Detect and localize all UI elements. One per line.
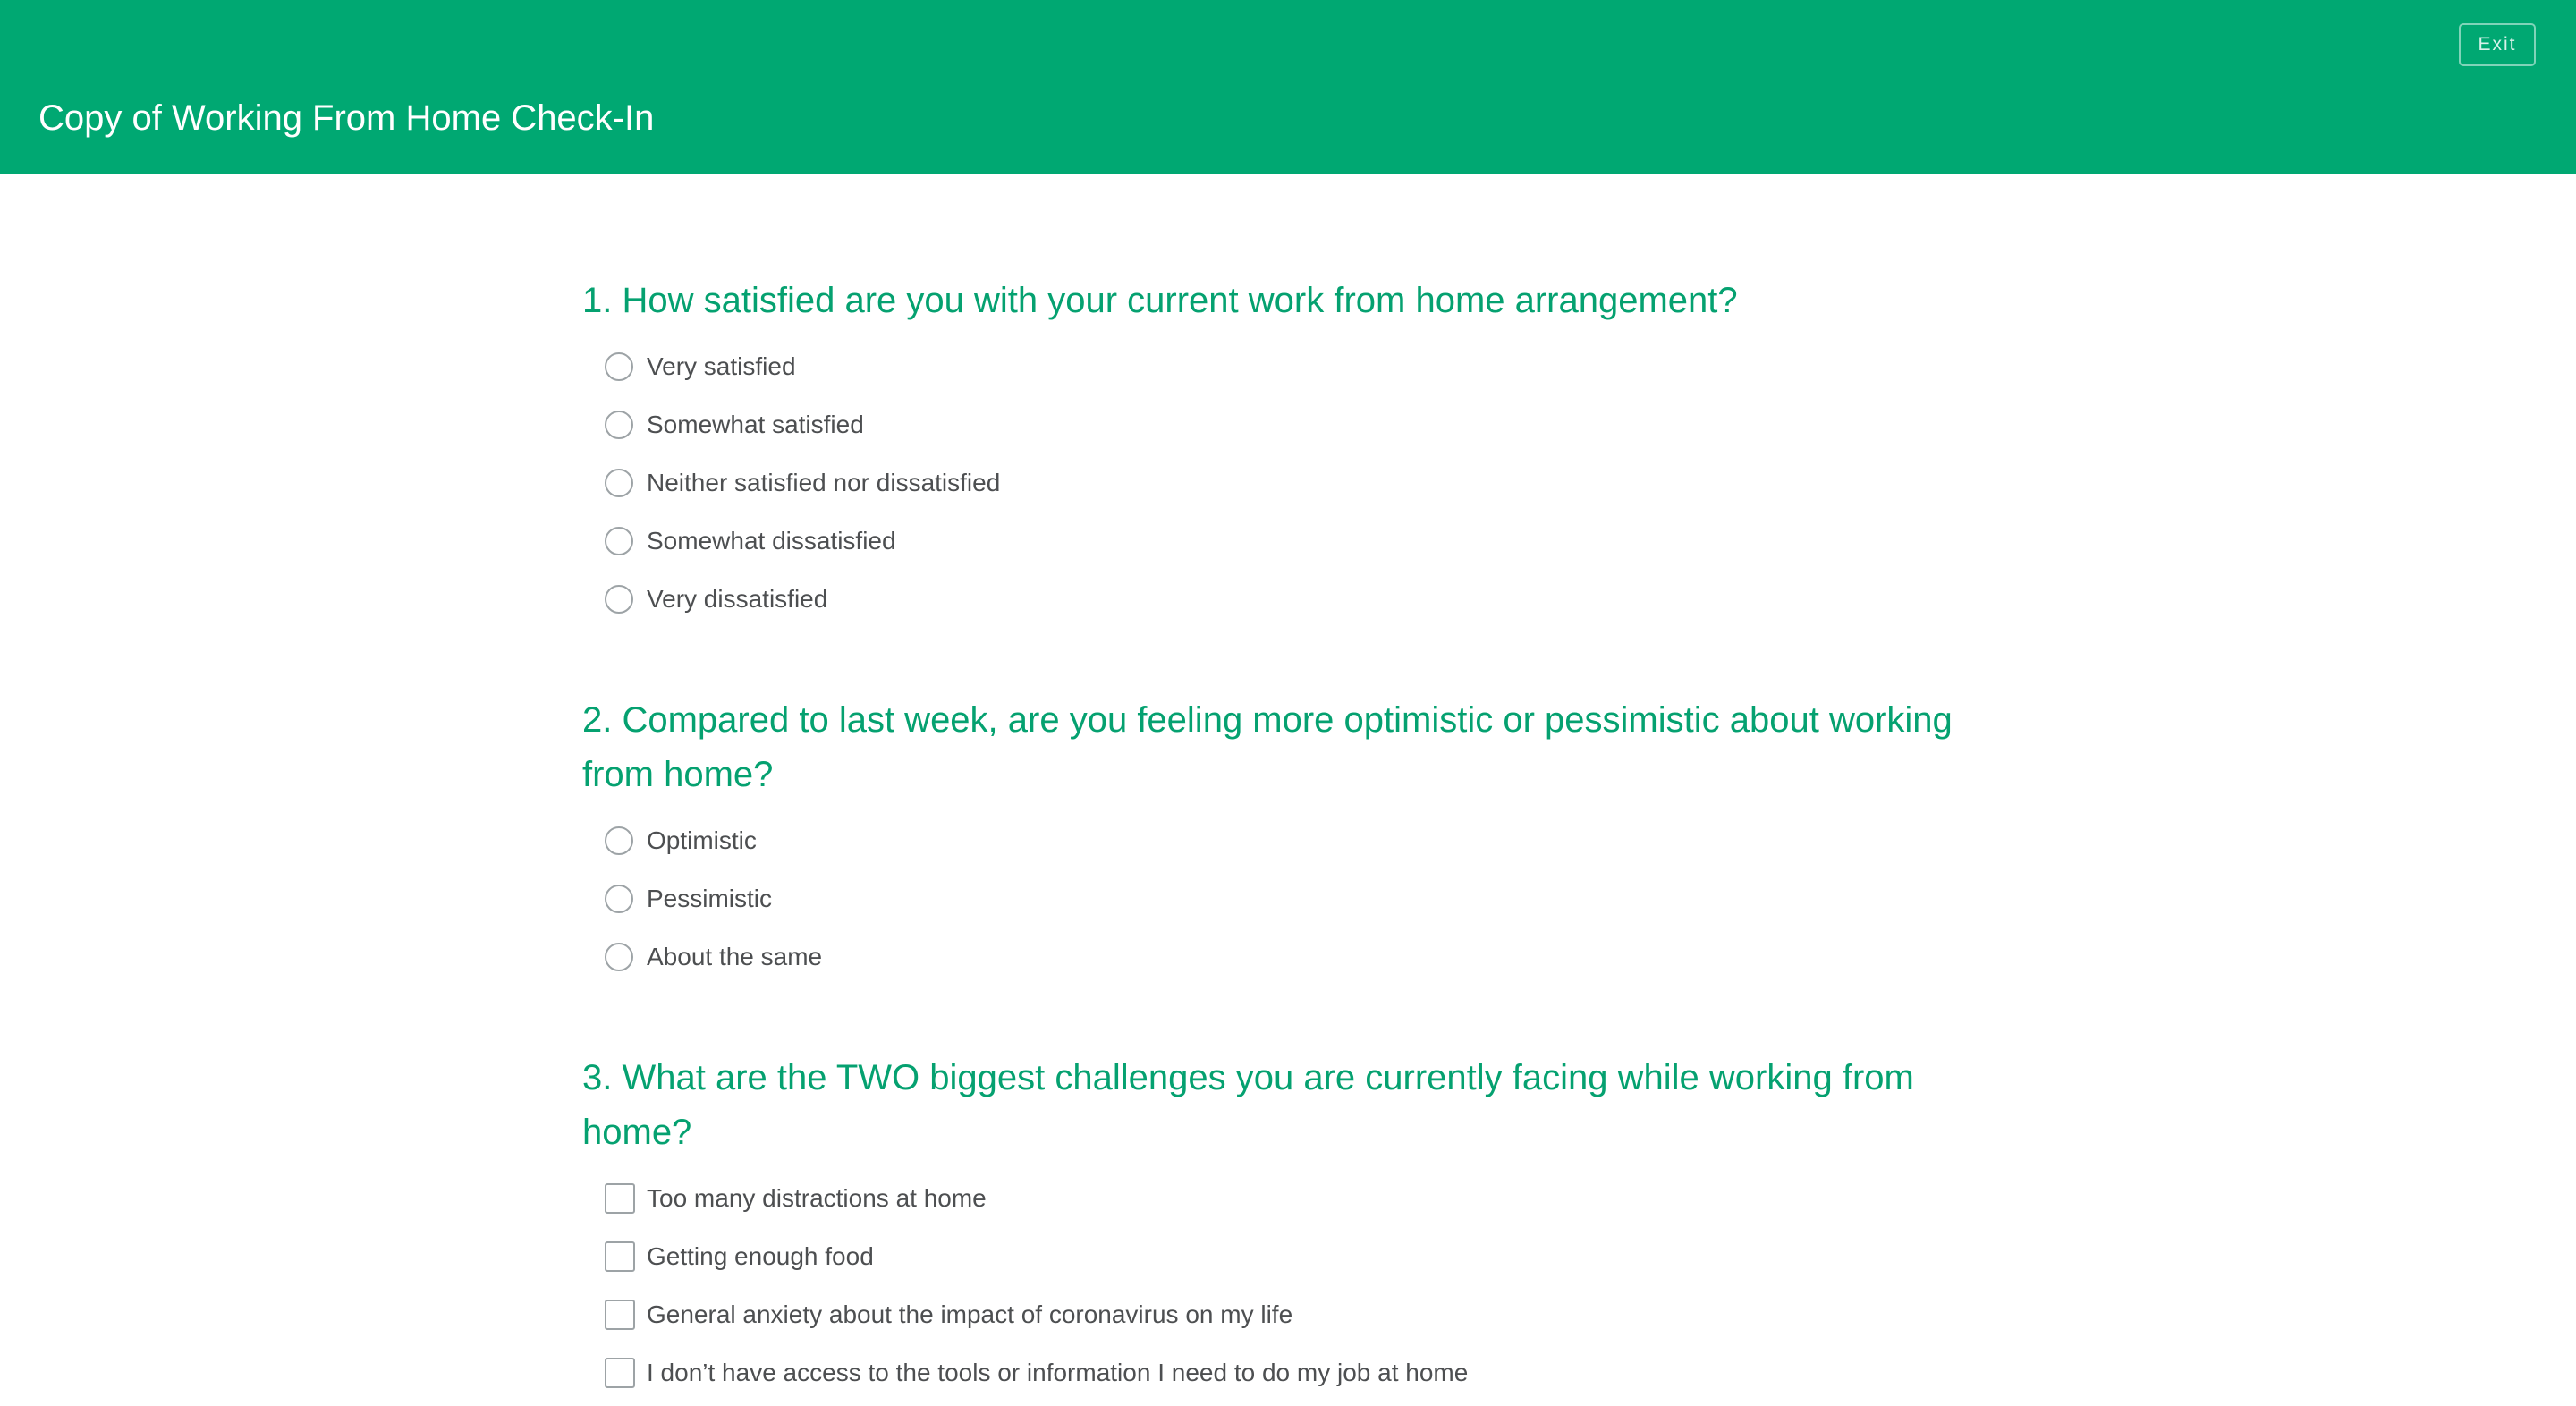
survey-header xyxy=(0,0,2576,174)
radio-button[interactable] xyxy=(605,885,633,913)
answer-options xyxy=(582,1169,1996,1402)
question-title: 3. What are the TWO biggest challenges you are currently facing while working from home? xyxy=(582,1058,1914,1152)
radio-option[interactable] xyxy=(582,570,1996,628)
option-label[interactable]: Very satisfied xyxy=(647,352,796,380)
radio-button[interactable] xyxy=(605,826,633,855)
question-title: 2. Compared to last week, are you feeling more optimistic or pessimistic about working from home? xyxy=(582,700,1953,794)
checkbox[interactable] xyxy=(605,1183,635,1214)
checkbox-option[interactable] xyxy=(582,1343,1996,1402)
option-label[interactable]: Optimistic xyxy=(647,826,757,854)
checkbox-option[interactable] xyxy=(582,1285,1996,1343)
survey-title: Copy of Working From Home Check-In xyxy=(38,98,655,138)
exit-button[interactable]: Exit xyxy=(2459,23,2536,66)
checkbox[interactable] xyxy=(605,1358,635,1388)
answer-options xyxy=(582,337,1996,628)
radio-option[interactable] xyxy=(582,395,1996,453)
option-label[interactable]: Somewhat dissatisfied xyxy=(647,526,896,555)
radio-button[interactable] xyxy=(605,469,633,497)
option-label[interactable]: Pessimistic xyxy=(647,884,773,912)
checkbox[interactable] xyxy=(605,1300,635,1330)
question-title: 1. How satisfied are you with your current work from home arrangement? xyxy=(582,281,1738,320)
checkbox-option[interactable] xyxy=(582,1227,1996,1285)
option-label[interactable]: I don’t have access to the tools or information I need to do my job at home xyxy=(647,1358,1469,1386)
checkbox[interactable] xyxy=(605,1241,635,1272)
question-1 xyxy=(582,274,1996,628)
radio-button[interactable] xyxy=(605,352,633,381)
option-label[interactable]: Neither satisfied nor dissatisfied xyxy=(647,468,1001,496)
option-label[interactable]: Too many distractions at home xyxy=(647,1183,987,1212)
answer-options xyxy=(582,811,1996,986)
option-label[interactable]: Getting enough food xyxy=(647,1241,874,1270)
checkbox-option[interactable] xyxy=(582,1169,1996,1227)
option-label[interactable]: General anxiety about the impact of coronavirus on my life xyxy=(647,1300,1293,1328)
radio-option[interactable] xyxy=(582,453,1996,512)
radio-button[interactable] xyxy=(605,411,633,439)
question-3 xyxy=(582,1051,1996,1402)
radio-button[interactable] xyxy=(605,527,633,555)
option-label[interactable]: Somewhat satisfied xyxy=(647,410,864,438)
option-label[interactable]: Very dissatisfied xyxy=(647,584,828,613)
radio-option[interactable] xyxy=(582,337,1996,395)
radio-button[interactable] xyxy=(605,943,633,971)
radio-option[interactable] xyxy=(582,927,1996,986)
radio-button[interactable] xyxy=(605,585,633,614)
radio-option[interactable] xyxy=(582,512,1996,570)
question-2 xyxy=(582,693,1996,986)
option-label[interactable]: About the same xyxy=(647,942,823,970)
radio-option[interactable] xyxy=(582,869,1996,927)
radio-option[interactable] xyxy=(582,811,1996,869)
